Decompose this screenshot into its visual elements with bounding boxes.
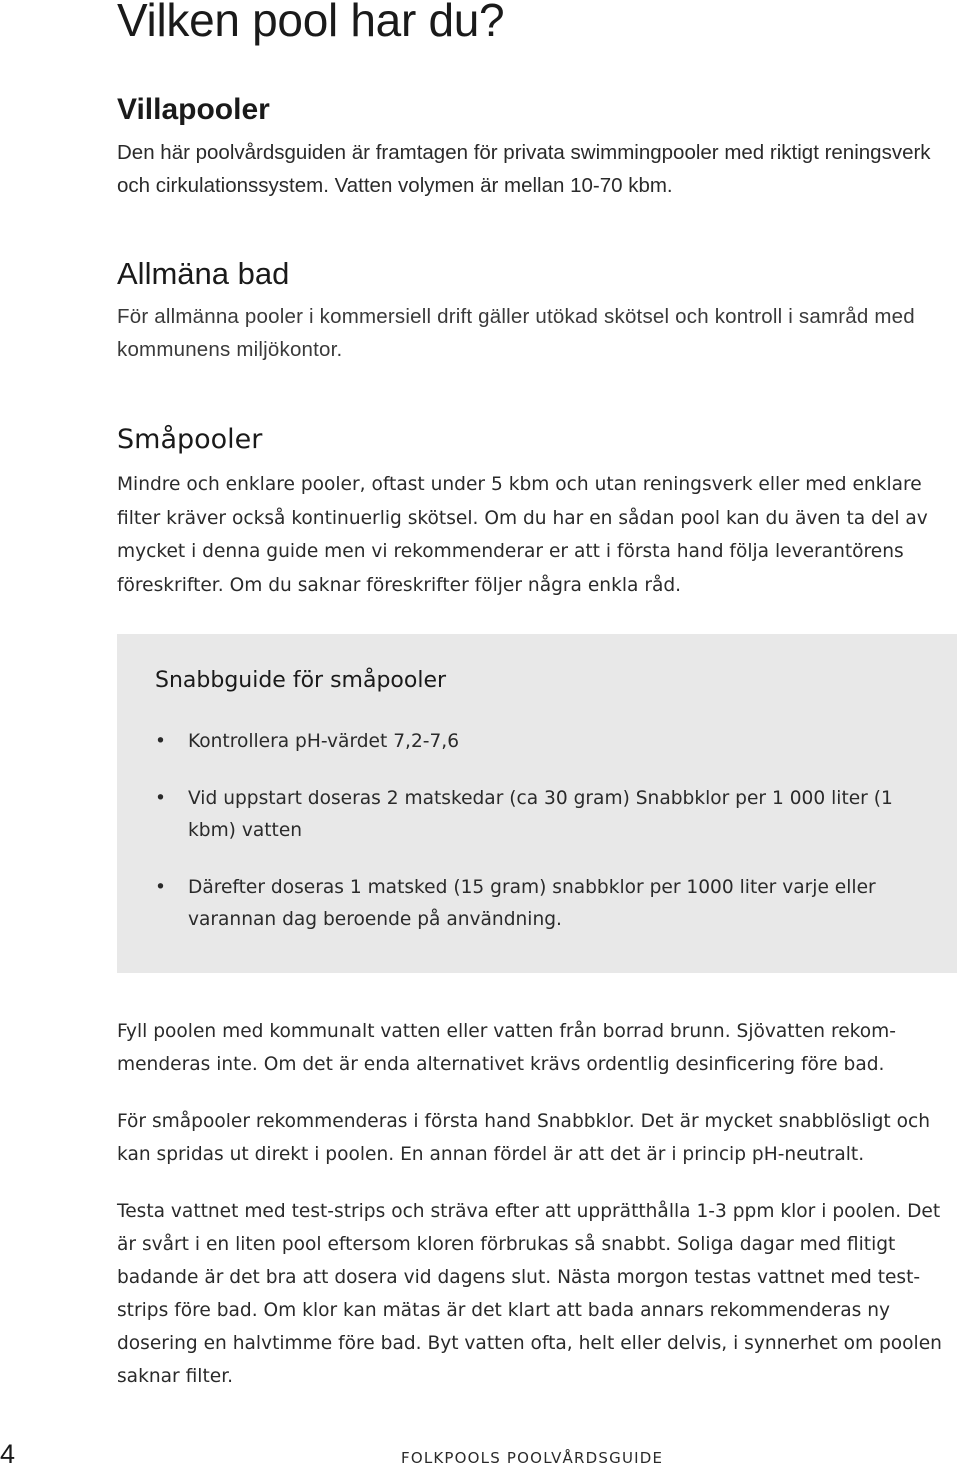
- list-item-text: Kontrollera pH-värdet 7,2-7,6: [188, 731, 460, 752]
- body-paragraph: Fyll poolen med kommunalt vatten eller vatten från borrad brunn. Sjövatten rekom-menderas inte. Om det är enda alternativet krävs ordentlig desinficering före bad.: [117, 1021, 896, 1075]
- bullet-icon: •: [155, 788, 166, 809]
- section-heading: Allmäna bad: [117, 256, 290, 291]
- list-item: [155, 872, 935, 936]
- body-paragraph: För småpooler rekommenderas i första hand Snabbklor. Det är mycket snabblösligt och kan spridas ut direkt i poolen. En annan fördel är att det är i princip pH-neutralt.: [117, 1111, 931, 1165]
- section-body: Mindre och enklare pooler, oftast under 5 kbm och utan reningsverk eller med enklare filter kräver också kontinuerlig skötsel. Om du har en sådan pool kan du även ta del av mycket i denna guide men vi rekommenderar er att i första hand följa leverantörens föreskrifter. Om du saknar föreskrifter följer några enkla råd.: [117, 474, 928, 596]
- list-item-text: Därefter doseras 1 matsked (15 gram) snabbklor per 1000 liter varje eller varannan dag beroende på användning.: [188, 877, 876, 930]
- bullet-icon: •: [155, 731, 166, 752]
- list-item-text: Vid uppstart doseras 2 matskedar (ca 30 gram) Snabbklor per 1 000 liter (1 kbm) vatten: [188, 788, 893, 841]
- section-villapooler: [117, 92, 960, 202]
- bullet-icon: •: [155, 877, 166, 898]
- publication-title: FOLKPOOLS POOLVÅRDSGUIDE: [401, 1449, 664, 1467]
- list-item: [155, 783, 935, 847]
- quickguide-heading: Snabbguide för småpooler: [155, 668, 447, 693]
- quickguide-list: [155, 726, 935, 961]
- section-smapooler: [117, 422, 960, 602]
- page-title: Vilken pool har du?: [117, 0, 505, 46]
- section-heading: Villapooler: [117, 93, 270, 126]
- section-heading: Småpooler: [117, 424, 263, 455]
- section-allmana-bad: [117, 256, 960, 366]
- page-number: 4: [0, 1439, 16, 1469]
- body-paragraph: Testa vattnet med test-strips och sträva efter att upprätthålla 1-3 ppm klor i poolen. Det är svårt i en liten pool eftersom kloren förbrukas så snabbt. Soliga dagar med flitigt badande är det bra att dosera vid dagens slut. Nästa morgon testas vattnet med test-strips före bad. Om klor kan mätas är det klart att bada annars rekommenderas ny dosering en halvtimme före bad. Byt vatten ofta, helt eller delvis, i synnerhet om poolen saknar filter.: [117, 1201, 942, 1387]
- quickguide-box: [117, 634, 957, 973]
- section-body: Den här poolvårdsguiden är framtagen för privata swimmingpooler med riktigt reningsverk och cirkulationssystem. Vatten volymen är mellan 10-70 kbm.: [117, 141, 931, 197]
- list-item: [155, 726, 935, 758]
- section-body: För allmänna pooler i kommersiell drift gäller utökad skötsel och kontroll i samråd med kommunens miljökontor.: [117, 305, 915, 361]
